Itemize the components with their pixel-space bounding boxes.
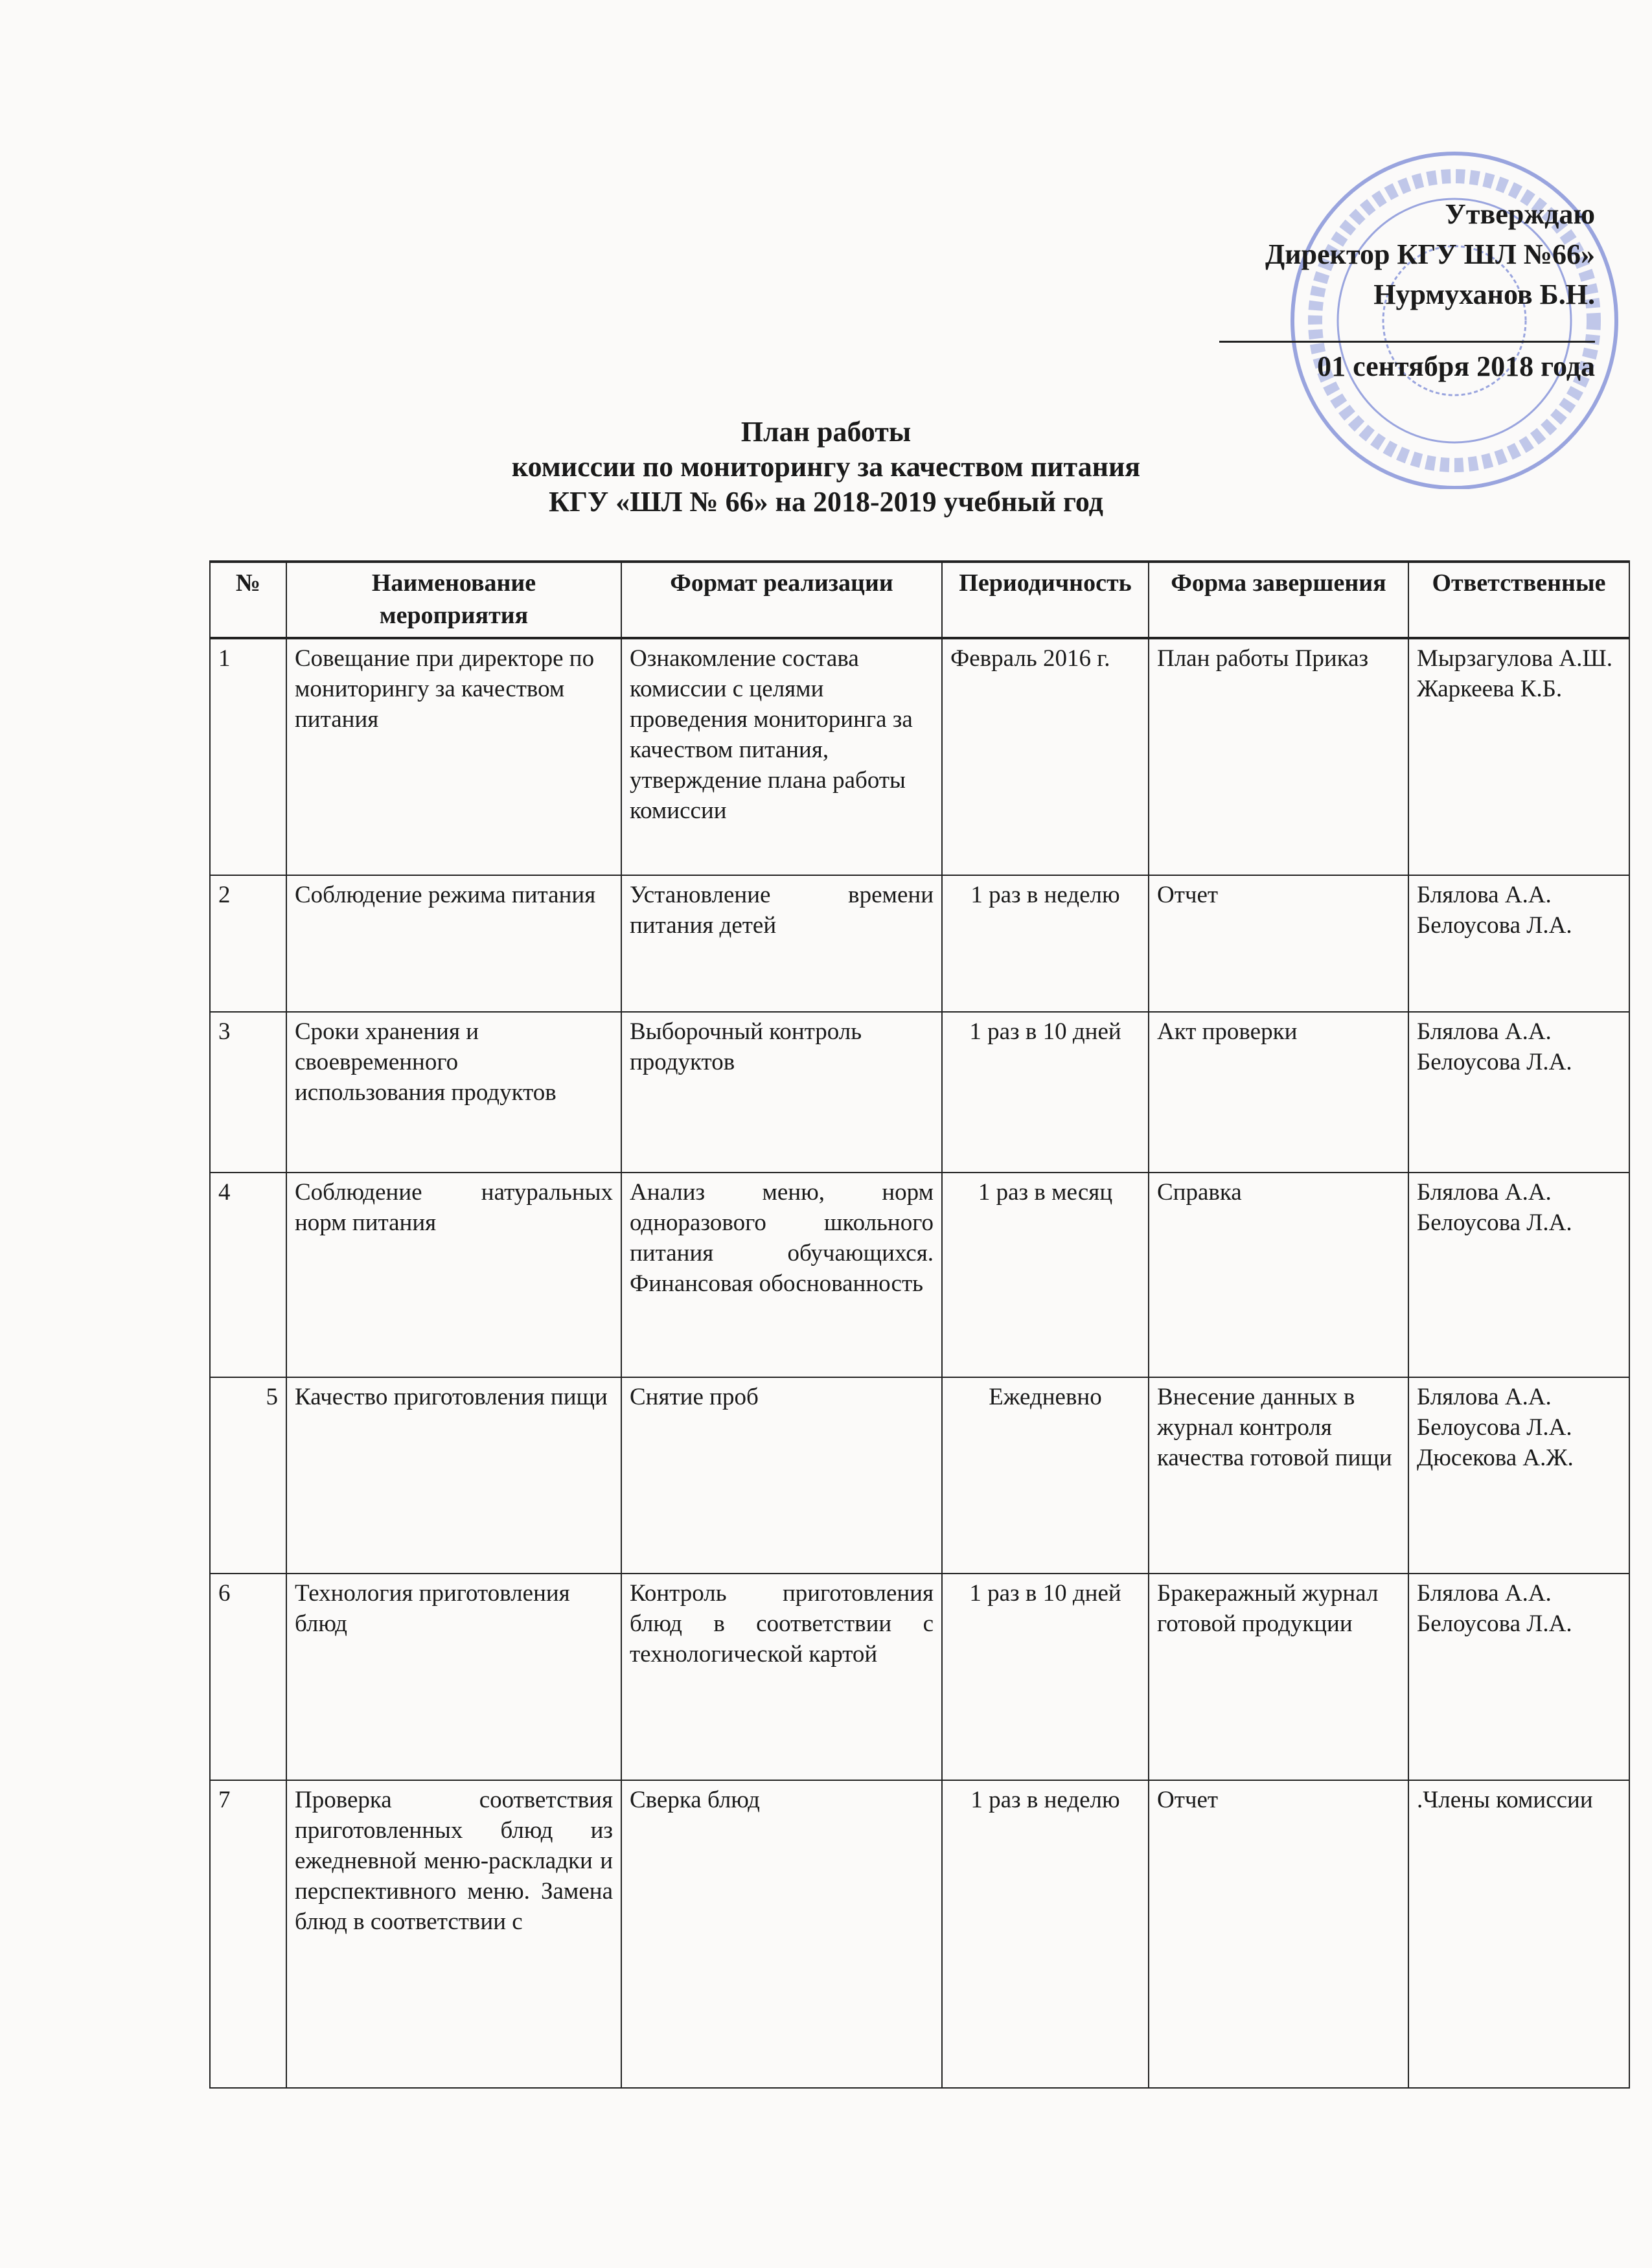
- cell-completion-form: Внесение данных в журнал контроля качества готовой пищи: [1149, 1377, 1408, 1574]
- table-row: [210, 1173, 1629, 1377]
- cell-responsible: Блялова А.А. Белоусова Л.А.: [1408, 1173, 1629, 1377]
- cell-event-name: Технология приготовления блюд: [286, 1574, 621, 1780]
- cell-responsible: Блялова А.А. Белоусова Л.А.: [1408, 1574, 1629, 1780]
- header-completion-form: Форма завершения: [1149, 562, 1408, 638]
- cell-completion-form: Справка: [1149, 1173, 1408, 1377]
- cell-periodicity: 1 раз в 10 дней: [942, 1574, 1149, 1780]
- cell-format: Сверка блюд: [621, 1780, 942, 2088]
- cell-format: Анализ меню, норм одноразового школьного питания обучающихся. Финансовая обоснованность: [621, 1173, 942, 1377]
- table-row: [210, 1012, 1629, 1173]
- cell-format: Выборочный контроль продуктов: [621, 1012, 942, 1173]
- work-plan-table: [209, 560, 1630, 2089]
- header-responsible: Ответственные: [1408, 562, 1629, 638]
- cell-event-name: Проверка соответствия приготовленных блюд из ежедневной меню-раскладки и перспективного меню. Замена блюд в соответствии с: [286, 1780, 621, 2088]
- cell-event-name: Совещание при директоре по мониторингу за качеством питания: [286, 638, 621, 875]
- cell-row-number: 5: [210, 1377, 286, 1574]
- cell-responsible: Мырзагулова А.Ш. Жаркеева К.Б.: [1408, 638, 1629, 875]
- table-row: [210, 1377, 1629, 1574]
- approval-name: Нурмуханов Б.Н.: [1373, 279, 1595, 310]
- cell-periodicity: 1 раз в неделю: [942, 1780, 1149, 2088]
- cell-row-number: 7: [210, 1780, 286, 2088]
- cell-responsible: Блялова А.А. Белоусова Л.А.: [1408, 875, 1629, 1012]
- table-row: [210, 875, 1629, 1012]
- cell-periodicity: 1 раз в месяц: [942, 1173, 1149, 1377]
- cell-periodicity: 1 раз в 10 дней: [942, 1012, 1149, 1173]
- cell-row-number: 3: [210, 1012, 286, 1173]
- cell-row-number: 4: [210, 1173, 286, 1377]
- cell-format: Контроль приготовления блюд в соответствии с технологической картой: [621, 1574, 942, 1780]
- document-title: [0, 415, 1652, 520]
- cell-event-name: Сроки хранения и своевременного использования продуктов: [286, 1012, 621, 1173]
- cell-row-number: 2: [210, 875, 286, 1012]
- cell-format: Снятие проб: [621, 1377, 942, 1574]
- approval-block: [1219, 194, 1595, 387]
- cell-responsible: Блялова А.А. Белоусова Л.А. Дюсекова А.Ж.: [1408, 1377, 1629, 1574]
- cell-format: Установление времени питания детей: [621, 875, 942, 1012]
- cell-completion-form: Бракеражный журнал готовой продукции: [1149, 1574, 1408, 1780]
- signature-line: [1219, 315, 1595, 343]
- cell-periodicity: Февраль 2016 г.: [942, 638, 1149, 875]
- title-line-1: План работы: [740, 416, 912, 448]
- table-row: [210, 638, 1629, 875]
- cell-row-number: 6: [210, 1574, 286, 1780]
- cell-row-number: 1: [210, 638, 286, 875]
- cell-periodicity: 1 раз в неделю: [942, 875, 1149, 1012]
- approval-position: Директор КГУ ШЛ №66»: [1265, 238, 1595, 270]
- cell-format: Ознакомление состава комиссии с целями проведения мониторинга за качеством питания, утверждение плана работы комиссии: [621, 638, 942, 875]
- approval-heading: Утверждаю: [1445, 198, 1595, 230]
- title-line-2: комиссии по мониторингу за качеством питания: [511, 451, 1141, 483]
- cell-responsible: Блялова А.А. Белоусова Л.А.: [1408, 1012, 1629, 1173]
- header-periodicity: Периодичность: [942, 562, 1149, 638]
- header-format: Формат реализации: [621, 562, 942, 638]
- cell-completion-form: Акт проверки: [1149, 1012, 1408, 1173]
- header-number: №: [210, 562, 286, 638]
- cell-completion-form: Отчет: [1149, 1780, 1408, 2088]
- cell-event-name: Качество приготовления пищи: [286, 1377, 621, 1574]
- approval-date: 01 сентября 2018 года: [1317, 350, 1595, 382]
- header-event-name: Наименование мероприятия: [286, 562, 621, 638]
- cell-periodicity: Ежедневно: [942, 1377, 1149, 1574]
- table-row: [210, 1780, 1629, 2088]
- title-line-3: КГУ «ШЛ № 66» на 2018-2019 учебный год: [549, 486, 1103, 518]
- table-header-row: [210, 562, 1629, 638]
- cell-completion-form: План работы Приказ: [1149, 638, 1408, 875]
- table-row: [210, 1574, 1629, 1780]
- cell-responsible: .Члены комиссии: [1408, 1780, 1629, 2088]
- cell-event-name: Соблюдение натуральных норм питания: [286, 1173, 621, 1377]
- cell-completion-form: Отчет: [1149, 875, 1408, 1012]
- cell-event-name: Соблюдение режима питания: [286, 875, 621, 1012]
